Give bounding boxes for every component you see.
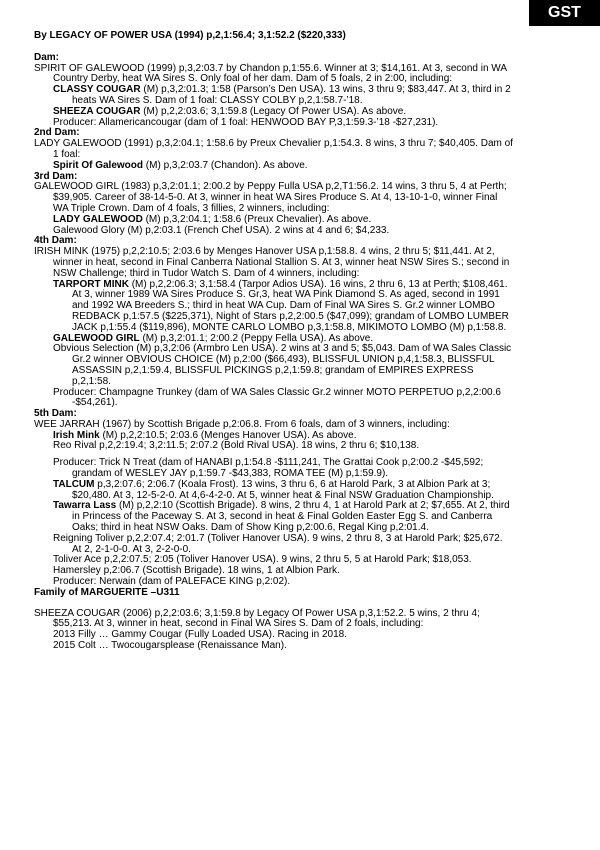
progeny-entry: Tawarra Lass (M) p,2,2:10 (Scottish Brigade). 8 wins, 2 thru 4, 1 at Harold Park at 2; $7,655. At 2, third in Princess of the Paceway S. At 3, second in heat & Final Golden Easter Egg S. and Canberra Oaks; third in heat NSW Oaks. Dam of Show King p,2:00.6, Regal King p,2:01.4. [53,500,510,534]
fifth-dam-heading: 5th Dam: [34,408,77,420]
second-dam-heading: 2nd Dam: [34,127,80,139]
sire-line: By LEGACY OF POWER USA (1994) p,2,1:56.4; 3,1:52.2 ($220,333) [34,30,346,41]
progeny-entry: TARPORT MINK (M) p,2,2:06.3; 3,1:58.4 (Tarpor Adios USA). 16 wins, 2 thru 6, 13 at Perth; $108,461. At 3, winner 1989 WA Sires Produce S. Gr,3, heat WA Pink Diamond S. As aged, second in 1991 and 1992 WA Breeders S.; third in heat WA Cup. Dam of Final WA Sires S. Gr.2 winner LOMBO REDBACK p,1:57.5 ($225,371), Night of Stars p,2,2:00.5 ($47,099); grandam of LOMBO LUMBER JACK p,1:55.4 ($119,896), MONTE CARLO LOMBO p,3,1:58.8, MIKIMOTO LOMBO (M) p,1:58.8. [53,278,509,333]
third-dam-heading: 3rd Dam: [34,170,78,182]
progeny-entry: TALCUM p,3,2:07.6; 2:06.7 (Koala Frost). 13 wins, 3 thru 6, 6 at Harold Park, 3 at Albion Park at 3; $20,480. At 3, 12-5-2-0. At 4,6-4-2-0. At 5, winner heat & Final NSW Graduation Championship. [53,478,494,501]
progeny-entry: SHEEZA COUGAR (M) p,2,2:03.6; 3,1:59.8 (Legacy Of Power USA). As above. [53,105,407,117]
producer-entry: Producer: Champagne Trunkey (dam of WA Sales Classic Gr.2 winner MOTO PERPETUO p,2,2:00.6 -$54,261). [53,386,501,409]
progeny-entry: Hamersley p,2:06.7 (Scottish Brigade). 18 wins, 1 at Albion Park. [53,565,340,577]
footer-entry: SHEEZA COUGAR (2006) p,2,2:03.6; 3,1:59.8 by Legacy Of Power USA p,3,1:52.2. 5 wins, 2 thru 4; $55,213. At 3, winner in heat, second in Final WA Sires S. Dam of 2 foals, including: [34,607,480,630]
producer-entry: Producer: Trick N Treat (dam of HANABI p,1:54.8 -$111,241, The Grattai Cook p,2:00.2 -$45,592; grandam of WESLEY JAY p,1:59.7 -$43,383, ROMA TEE (M) p,1:59.9). [53,457,484,480]
producer-entry: Producer: Allamericancougar (dam of 1 foal: HENWOOD BAY P,3,1:59.3-’18 -$27,231). [53,116,439,128]
dam-heading: Dam: [34,51,60,63]
progeny-entry: Toliver Ace p,2,2:07.5; 2:05 (Toliver Hanover USA). 9 wins, 2 thru 5, 5 at Harold Park; $18,053. [53,554,472,566]
foal-entry: 2013 Filly … Gammy Cougar (Fully Loaded USA). Racing in 2018. [53,629,348,641]
progeny-entry: Spirit Of Galewood (M) p,3,2:03.7 (Chandon). As above. [53,159,308,171]
pedigree-document [34,31,514,652]
dam-entry: WEE JARRAH (1967) by Scottish Brigade p,2:06.8. From 6 foals, dam of 3 winners, including: [34,418,450,430]
progeny-entry: Galewood Glory (M) p,2:03.1 (French Chef USA). 2 wins at 4 and 6; $4,233. [53,224,390,236]
dam-entry: IRISH MINK (1975) p,2,2:10.5; 2:03.6 by Menges Hanover USA p,1:58.8. 4 wins, 2 thru 5; $11,441. At 2, winner in heat, second in Final Canberra National Stallion S. At 3, winner heat NSW Sires S.; second in NSW Challenge; third in Tudor Watch S. Dam of 4 winners, including: [34,246,510,279]
gst-badge: GST [529,0,600,26]
dam-entry: GALEWOOD GIRL (1983) p,3,2:01.1; 2:00.2 by Peppy Fulla USA p,2,T1:56.2. 14 wins, 3 thru 5, 4 at Perth; $39,905. Career of 38-14-5-0. At 3, winner in heat WA Sires Produce S. At 4, 13-10-1-0, winner Final WA Triple Crown. Dam of 4 foals, 3 fillies, 2 winners, including: [34,181,507,214]
dam-entry: LADY GALEWOOD (1991) p,3,2:04.1; 1:58.6 by Preux Chevalier p,1:54.3. 8 wins, 3 thru 7; $40,405. Dam of 1 foal: [34,138,513,160]
progeny-entry: LADY GALEWOOD (M) p,3,2:04.1; 1:58.6 (Preux Chevalier). As above. [53,213,372,225]
progeny-entry: Reo Rival p,2,2:19.4; 3,2:11.5; 2:07.2 (Bold Rival USA). 18 wins, 2 thru 6; $10,138. [53,440,420,452]
progeny-entry: Irish Mink (M) p,2,2:10.5; 2:03.6 (Menges Hanover USA). As above. [53,429,357,441]
fourth-dam-heading: 4th Dam: [34,235,77,247]
progeny-entry: Reigning Toliver p,2,2:07.4; 2:01.7 (Toliver Hanover USA). 9 wins, 2 thru 8, 3 at Harold Park; $25,672. At 2, 2-1-0-0. At 3, 2-2-0-0. [53,532,503,555]
progeny-entry: CLASSY COUGAR (M) p,3,2:01.3; 1:58 (Parson’s Den USA). 13 wins, 3 thru 9; $83,447. At 3, third in 2 heats WA Sires S. Dam of 1 foal: CLASSY COLBY p,2,1:58.7-’18. [53,84,511,106]
progeny-entry: Obvious Selection (M) p,3,2:06 (Armbro Len USA). 2 wins at 3 and 5; $5,043. Dam of WA Sales Classic Gr.2 winner OBVIOUS CHOICE (M) p,2:00 ($66,493), BLISSFUL UNION p,4,1:58.3, BLISSFUL ASSASSIN p,2,1:59.4, BLISSFUL PICKINGS p,2,1:59.8; grandam of EMPIRES EXPRESS p,2,1:58. [53,343,512,387]
foal-entry: 2015 Colt … Twocougarsplease (Renaissance Man). [53,640,287,652]
progeny-entry: GALEWOOD GIRL (M) p,3,2:01.1; 2:00.2 (Peppy Fella USA). As above. [53,332,374,344]
family-line: Family of MARGUERITE –U311 [34,586,180,598]
dam-entry: SPIRIT OF GALEWOOD (1999) p,3,2:03.7 by Chandon p,1:55.6. Winner at 3; $14,161. At 3, second in WA Country Derby, heat WA Sires S. Only foal of her dam. Dam of 5 foals, 2 in 2:00, including: [34,62,507,85]
producer-entry: Producer: Nerwain (dam of PALEFACE KING p,2:02). [53,576,291,588]
